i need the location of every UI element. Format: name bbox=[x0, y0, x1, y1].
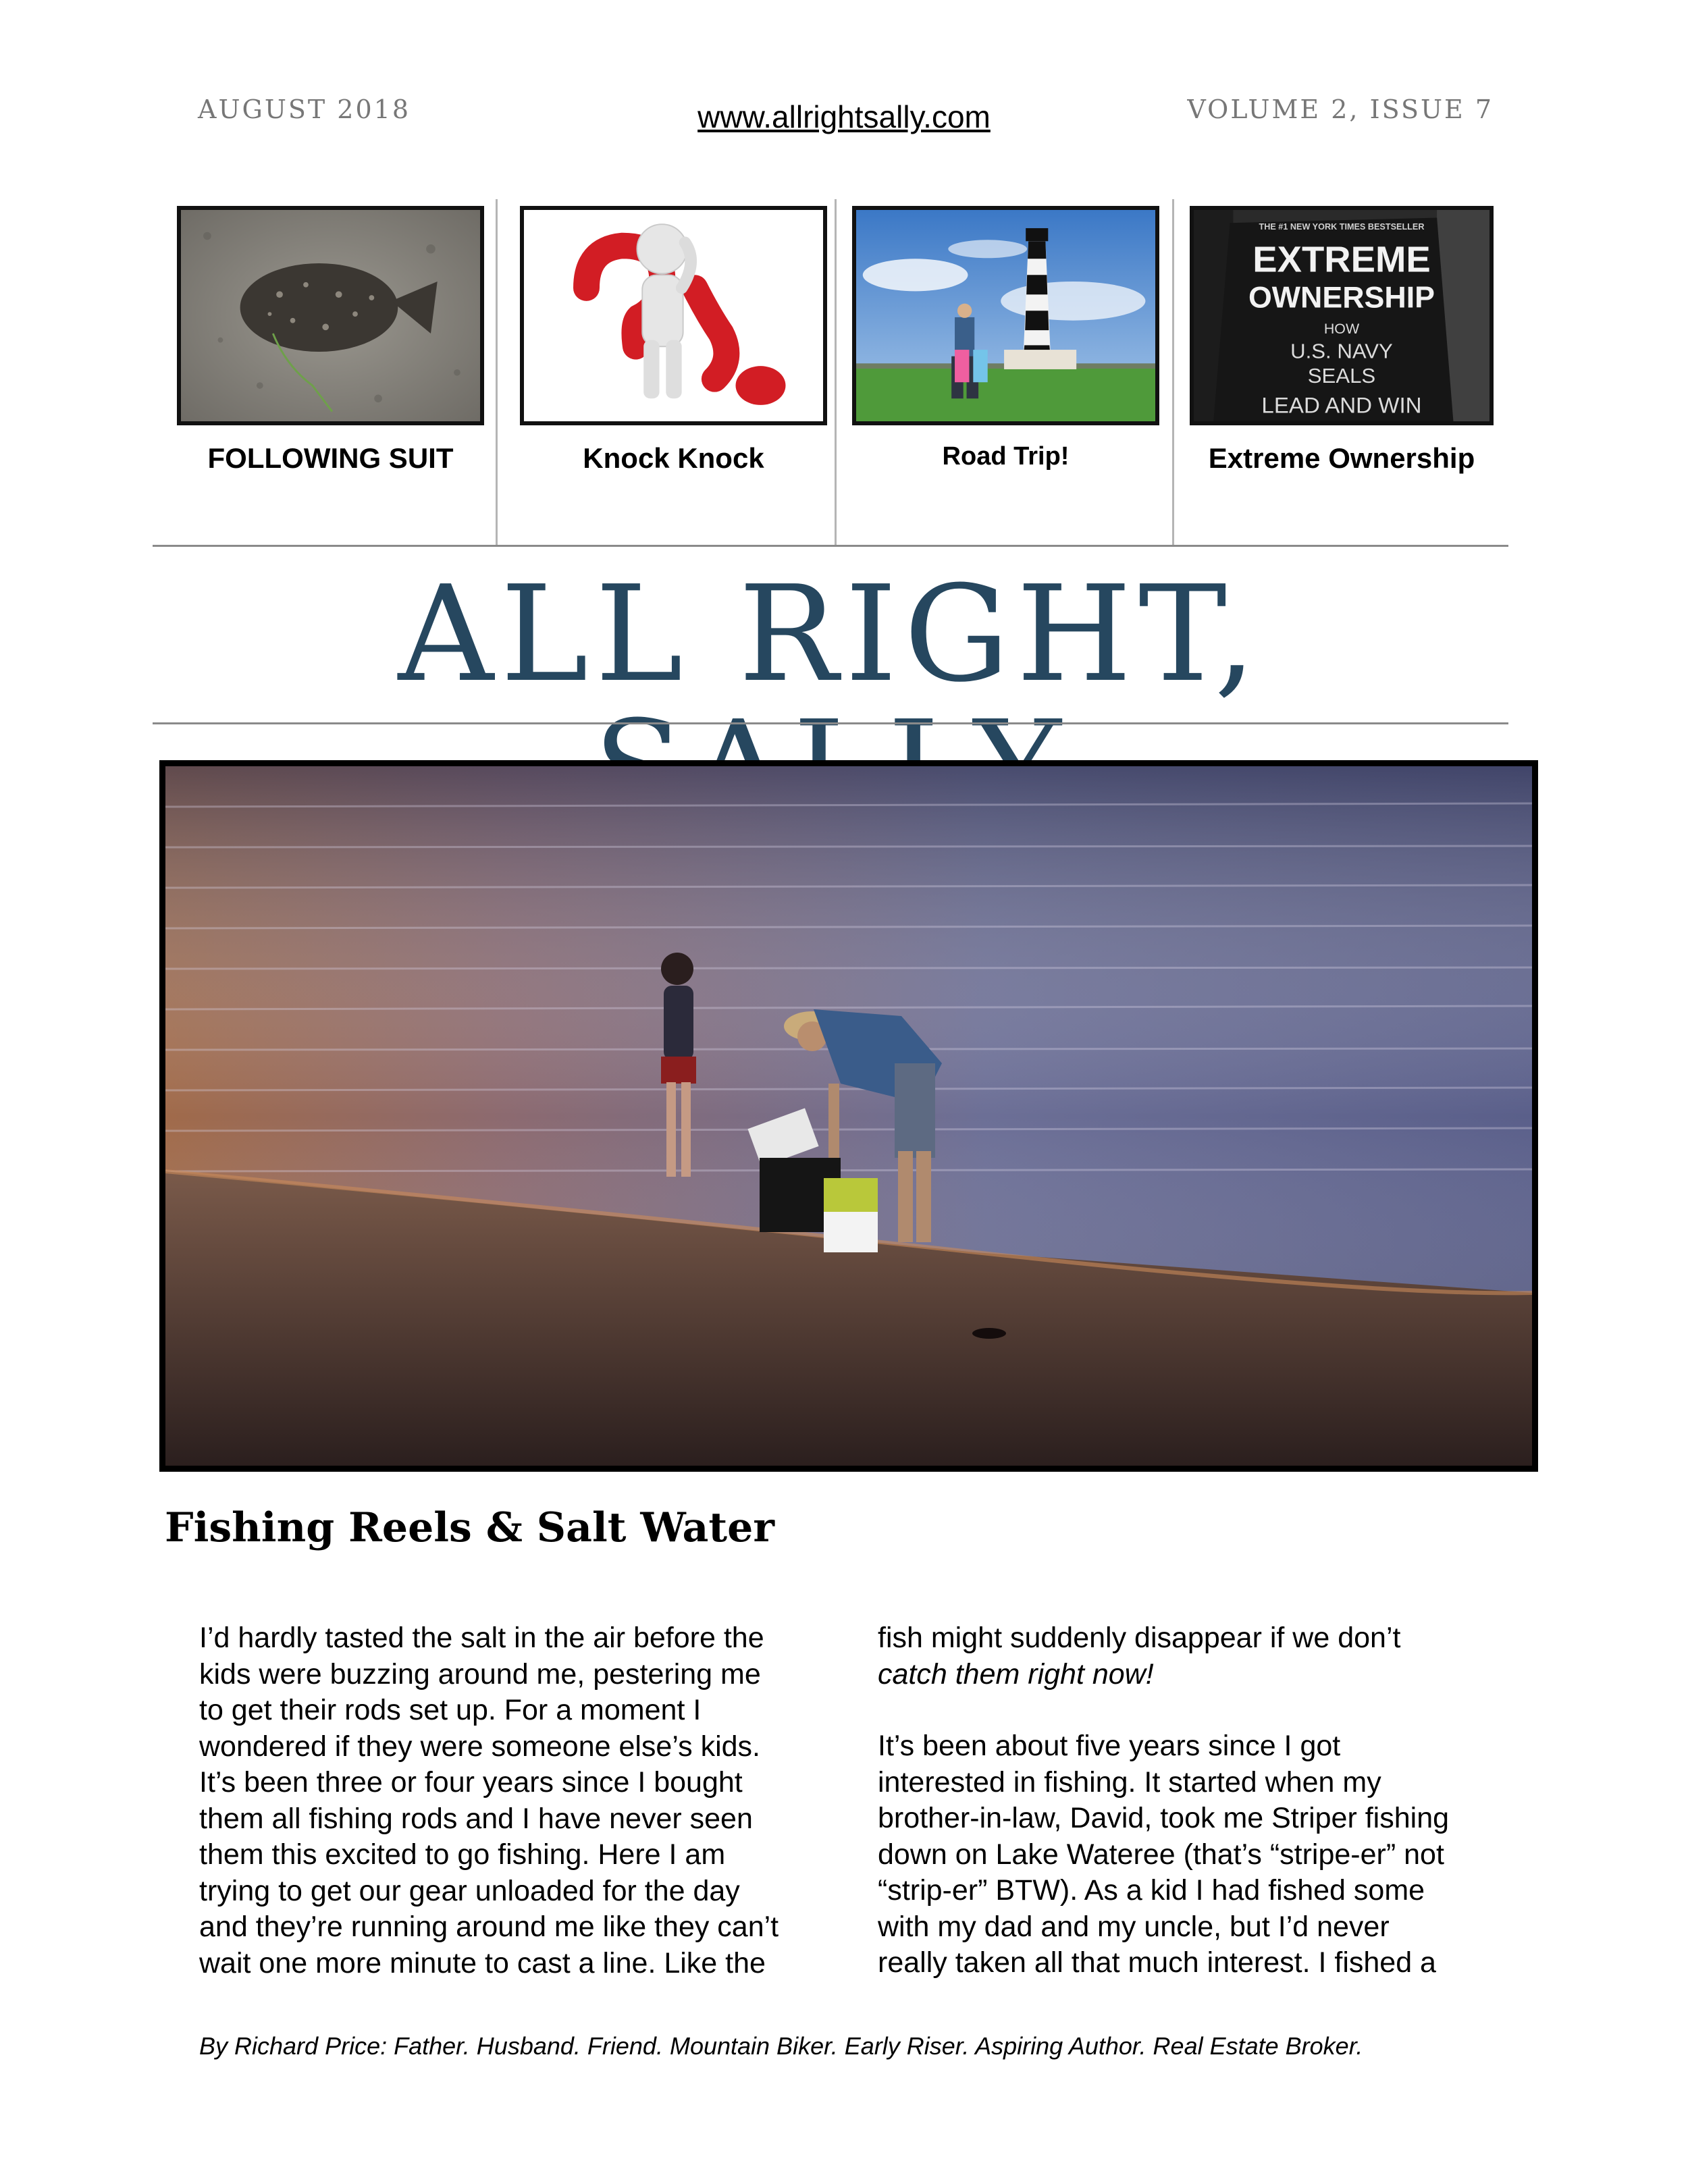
article-line: down on Lake Wateree (that’s “stripe-er” not bbox=[878, 1838, 1444, 1871]
thumbnail-road-trip[interactable] bbox=[852, 206, 1159, 425]
flounder-photo bbox=[181, 210, 480, 421]
article-line: It’s been about five years since I got bbox=[878, 1730, 1341, 1762]
column-divider bbox=[1172, 199, 1174, 545]
column-divider bbox=[496, 199, 498, 545]
thumbnail-extreme-ownership[interactable] bbox=[1190, 206, 1494, 425]
paragraph-gap bbox=[878, 1693, 1526, 1728]
thumbnail-caption[interactable]: Road Trip! bbox=[942, 442, 1070, 471]
masthead-bottom-rule bbox=[153, 722, 1508, 724]
article-title: Fishing Reels & Salt Water bbox=[165, 1504, 774, 1551]
article-italic-line: catch them right now! bbox=[878, 1657, 1154, 1690]
article-line: wondered if they were someone else’s kids. bbox=[199, 1730, 760, 1763]
column-divider bbox=[835, 199, 837, 545]
article-line: wait one more minute to cast a line. Like the bbox=[199, 1946, 766, 1979]
article-column-1 bbox=[199, 1620, 847, 1981]
book-subtitle-3: SEALS bbox=[1307, 364, 1376, 388]
thumbnail-following-suit[interactable] bbox=[177, 206, 484, 425]
article-line: and they’re running around me like they can’t bbox=[199, 1911, 779, 1943]
book-subtitle-4: LEAD AND WIN bbox=[1261, 392, 1422, 418]
article-line: brother-in-law, David, took me Striper fishing bbox=[878, 1802, 1450, 1834]
volume-issue: VOLUME 2, ISSUE 7 bbox=[1187, 95, 1494, 124]
masthead-top-rule bbox=[153, 545, 1508, 547]
article-line: It’s been three or four years since I bought bbox=[199, 1766, 743, 1799]
masthead-title: ALL RIGHT, bbox=[398, 558, 1263, 712]
article-line: I’d hardly tasted the salt in the air before the bbox=[199, 1622, 764, 1654]
article-line: interested in fishing. It started when my bbox=[878, 1765, 1381, 1799]
article-line: them this excited to go fishing. Here I am bbox=[199, 1838, 726, 1871]
article-line: “strip-er” BTW). As a kid I had fished some bbox=[878, 1874, 1425, 1907]
article-line: to get their rods set up. For a moment I bbox=[199, 1694, 702, 1726]
article-line: really taken all that much interest. I fished a bbox=[878, 1946, 1436, 1979]
book-cover-image bbox=[1194, 210, 1489, 421]
book-subtitle-1: HOW bbox=[1323, 321, 1360, 337]
thumbnail-caption[interactable]: Knock Knock bbox=[583, 442, 764, 474]
article-line: trying to get our gear unloaded for the day bbox=[199, 1874, 740, 1907]
book-subtitle-2: U.S. NAVY bbox=[1290, 339, 1393, 363]
article-line: fish might suddenly disappear if we don’t bbox=[878, 1622, 1401, 1654]
book-tagline: THE #1 NEW YORK TIMES BESTSELLER bbox=[1259, 221, 1425, 232]
article-column-2 bbox=[878, 1620, 1526, 1981]
beach-fishing-image bbox=[165, 766, 1532, 1466]
article-line: them all fishing rods and I have never seen bbox=[199, 1802, 753, 1835]
book-title-2: OWNERSHIP bbox=[1248, 281, 1435, 315]
thumbnail-caption[interactable]: Extreme Ownership bbox=[1208, 442, 1475, 474]
bucket bbox=[824, 1178, 878, 1252]
question-figure-image bbox=[524, 210, 823, 421]
author-byline: By Richard Price: Father. Husband. Friend. Mountain Biker. Early Riser. Aspiring Author. Real Estate Broker. bbox=[199, 2032, 1363, 2060]
book-title-1: EXTREME bbox=[1252, 239, 1431, 280]
thumbnail-caption[interactable]: FOLLOWING SUIT bbox=[207, 442, 454, 474]
website-link[interactable]: www.allrightsally.com bbox=[697, 99, 991, 134]
lighthouse-photo bbox=[856, 210, 1155, 421]
issue-date: AUGUST 2018 bbox=[198, 95, 411, 124]
article-line: kids were buzzing around me, pestering me bbox=[199, 1657, 761, 1690]
article-line: with my dad and my uncle, but I’d never bbox=[878, 1910, 1390, 1943]
thumbnail-knock-knock[interactable] bbox=[520, 206, 827, 425]
hero-photo bbox=[159, 760, 1538, 1472]
